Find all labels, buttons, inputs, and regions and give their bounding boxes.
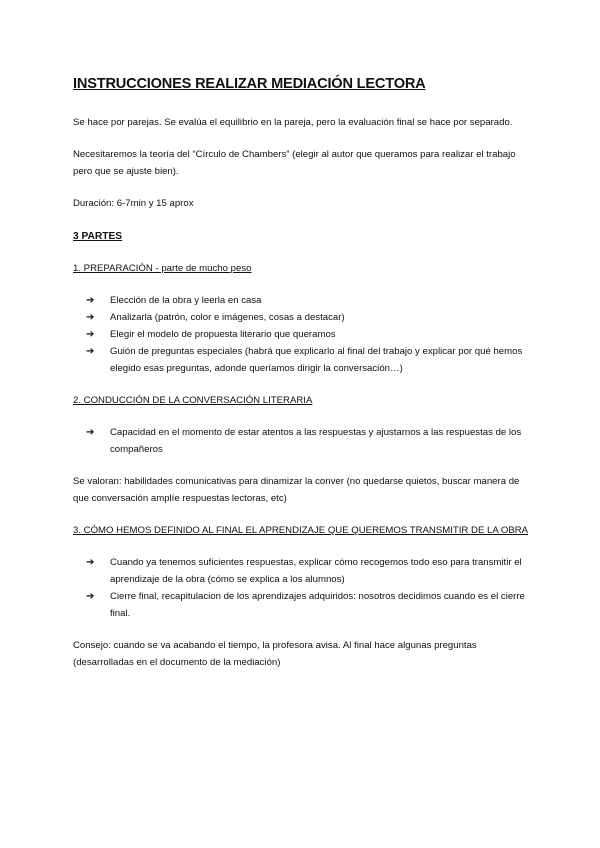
arrow-right-icon: ➔ — [86, 329, 95, 340]
document-title: INSTRUCCIONES REALIZAR MEDIACIÓN LECTORA — [73, 76, 426, 92]
arrow-right-icon: ➔ — [86, 295, 95, 306]
advice-paragraph: Consejo: cuando se va acabando el tiempo, la profesora avisa. Al final hace algunas preguntas (desarrolladas en el documento de la mediación) — [73, 640, 477, 668]
part3-heading: 3. CÓMO HEMOS DEFINIDO AL FINAL EL APRENDIZAJE QUE QUEREMOS TRANSMITIR DE LA OBRA — [73, 525, 529, 536]
part1-list — [73, 292, 533, 377]
parts-heading: 3 PARTES — [73, 231, 123, 242]
list-item: ➔ Elegir el modelo de propuesta literario que queramos — [86, 326, 533, 343]
valued-paragraph: Se valoran: habilidades comunicativas para dinamizar la conver (no quedarse quietos, buscar manera de que conversación amplíe respuestas lectoras, etc) — [73, 476, 520, 504]
arrow-right-icon: ➔ — [86, 591, 95, 602]
arrow-right-icon: ➔ — [86, 557, 95, 568]
part1-heading: 1. PREPARACIÓN - parte de mucho peso — [73, 263, 252, 274]
list-item: ➔ Guión de preguntas especiales (habrá que explicarlo al final del trabajo y explicar por qué hemos elegido esas preguntas, adonde queríamos dirigir la conversación…) — [86, 343, 533, 377]
arrow-right-icon: ➔ — [86, 427, 95, 438]
arrow-right-icon: ➔ — [86, 346, 95, 357]
duration-line: Duración: 6-7min y 15 aprox — [73, 198, 194, 209]
list-item: ➔ Cierre final, recapitulacion de los aprendizajes adquiridos: nosotros decidimos cuando es el cierre final. — [86, 588, 533, 622]
list-item: ➔ Elección de la obra y leerla en casa — [86, 292, 533, 309]
part3-list — [73, 554, 533, 622]
part2-heading: 2. CONDUCCIÓN DE LA CONVERSACIÓN LITERARIA — [73, 395, 313, 406]
list-item: ➔ Capacidad en el momento de estar atentos a las respuestas y ajustarnos a las respuestas de los compañeros — [86, 424, 533, 458]
list-item: ➔ Cuando ya tenemos suficientes respuestas, explicar cómo recogemos todo eso para transmitir el aprendizaje de la obra (cómo se explica a los alumnos) — [86, 554, 533, 588]
intro-paragraph: Se hace por parejas. Se evalúa el equilibrio en la pareja, pero la evaluación final se hace por separado. — [73, 117, 513, 128]
part2-list — [73, 424, 533, 458]
arrow-right-icon: ➔ — [86, 312, 95, 323]
list-item: ➔ Analizarla (patrón, color e imágenes, cosas a destacar) — [86, 309, 533, 326]
theory-paragraph: Necesitaremos la teoría del “Círculo de Chambers” (elegir al autor que queramos para realizar el trabajo pero que se ajuste bien). — [73, 149, 516, 177]
document-body — [73, 76, 533, 671]
